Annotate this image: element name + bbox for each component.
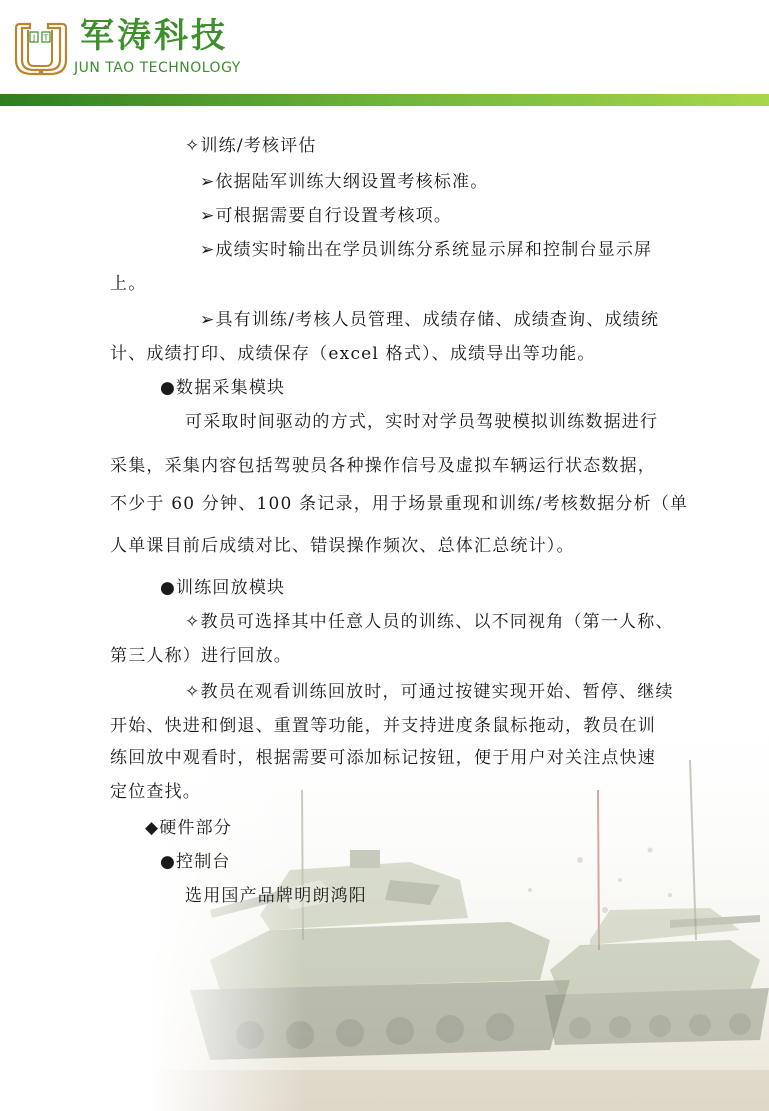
paragraph-data-acquisition-3: 不少于 60 分钟、100 条记录，用于场景重现和训练/考核数据分析（单: [110, 494, 689, 514]
bullet-realtime-output: ➢成绩实时输出在学员训练分系统显示屏和控制台显示屏: [200, 240, 653, 260]
paragraph-playback-1: ✧教员可选择其中任意人员的训练、以不同视角（第一人称、: [185, 612, 674, 632]
heading-training-playback: ●训练回放模块: [160, 578, 286, 598]
heading-training-assessment: ✧训练/考核评估: [185, 136, 317, 156]
paragraph-data-acquisition-1: 可采取时间驱动的方式，实时对学员驾驶模拟训练数据进行: [185, 412, 659, 432]
bullet-realtime-output-cont: 上。: [110, 274, 147, 294]
bullet-personnel-management-cont: 计、成绩打印、成绩保存（excel 格式）、成绩导出等功能。: [110, 344, 596, 364]
logo-letter-t: T: [43, 33, 49, 43]
heading-console: ●控制台: [160, 852, 231, 872]
paragraph-data-acquisition-2: 采集，采集内容包括驾驶员各种操作信号及虚拟车辆运行状态数据，: [110, 456, 656, 476]
paragraph-console-brand: 选用国产品牌明朗鸿阳: [185, 886, 367, 906]
heading-data-acquisition: ●数据采集模块: [160, 378, 286, 398]
paragraph-playback-2-cont1: 开始、快进和倒退、重置等功能，并支持进度条鼠标拖动，教员在训: [110, 716, 656, 736]
paragraph-data-acquisition-4: 人单课目前后成绩对比、错误操作频次、总体汇总统计）。: [110, 536, 575, 556]
heading-hardware: ◆硬件部分: [145, 818, 233, 838]
logo-letter-j: J: [32, 33, 36, 43]
paragraph-playback-2: ✧教员在观看训练回放时，可通过按键实现开始、暂停、继续: [185, 682, 674, 702]
bullet-custom-items: ➢可根据需要自行设置考核项。: [200, 206, 453, 226]
bullet-assessment-standard: ➢依据陆军训练大纲设置考核标准。: [200, 172, 489, 192]
paragraph-playback-2-cont2: 练回放中观看时，根据需要可添加标记按钮，便于用户对关注点快速: [110, 748, 656, 768]
bullet-personnel-management: ➢具有训练/考核人员管理、成绩存储、成绩查询、成绩统: [200, 310, 660, 330]
paragraph-playback-2-cont3: 定位查找。: [110, 782, 201, 802]
brand-name-english: JUN TAO TECHNOLOGY: [74, 60, 241, 76]
paragraph-playback-1-cont: 第三人称）进行回放。: [110, 646, 292, 666]
brand-name-chinese: 军涛科技: [80, 16, 228, 56]
